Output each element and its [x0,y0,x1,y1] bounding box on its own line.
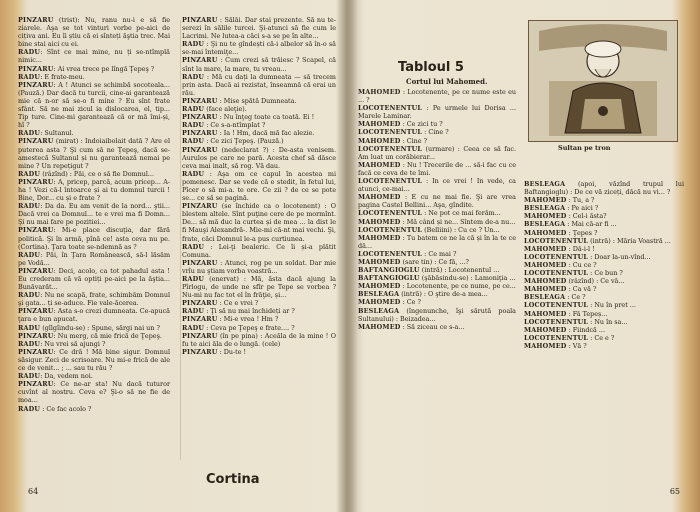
dialogue-text: : Pe urmele lui Dorisa ... Marele Laminar. [358,104,516,121]
dialogue-text: : Ce e vrei ? [217,299,259,308]
speaker-name: PINZARU [182,331,218,340]
speaker-name: LOCOTENENTUL [524,317,589,326]
speaker-name: RADU [182,242,205,251]
speaker-name: MAHOMED [524,212,567,221]
dialogue-text: : Ca vă ? [566,285,597,294]
speaker-name: RADU [18,339,41,348]
page-number-right: 65 [669,487,680,496]
speaker-name: LOCOTENENTUL [358,249,423,258]
dialogue-line [358,226,516,234]
speaker-name: PINZARU [182,129,218,138]
dialogue-text: : Tu, a ? [566,196,595,205]
dialogue-line [358,218,516,226]
speaker-name: MAHOMED [524,277,567,286]
scene-title: Tabloul 5 [398,60,464,75]
speaker-name: MAHOMED [358,233,401,242]
dialogue-line [182,137,336,145]
speaker-name: MAHOMED [524,285,567,294]
left-page-column-2 [182,16,336,356]
dialogue-text: : Du-te ! [217,347,247,356]
dialogue-line [524,269,684,277]
dialogue-line [18,202,170,226]
sultan-drawing-icon [529,21,677,141]
dialogue-text: : A, pricep, parcă, acum pricep... A-ha ! Vezi că-l întoarce și ai tu domnul turcii ! Bine, Dor... cu și e frate ? [18,177,170,203]
dialogue-line [182,202,336,242]
speaker-name: RADU [182,121,205,130]
speaker-name: RADU [18,250,41,259]
speaker-name: LOCOTENENTUL [524,269,589,278]
dialogue-line [358,120,516,128]
dialogue-line [358,193,516,209]
speaker-name: PINZARU [182,56,218,65]
dialogue-line [358,290,516,298]
dialogue-line [358,323,516,331]
dialogue-line [358,258,516,266]
speaker-name: BAFTANGIOGLU [358,274,420,283]
speaker-name: RADU [18,372,41,381]
dialogue-line [18,340,170,348]
dialogue-text: : Ce s-a-ntîmplat ? [204,121,266,130]
dialogue-line [524,342,684,350]
dialogue-text: : Sultanul. [40,129,74,138]
dialogue-text: : Lei-ţi bealeric. Ce îi și-a plătit Comuna. [182,242,336,259]
dialogue-text: : Nu în sa... [588,317,628,326]
speaker-name: RADU [182,40,205,49]
speaker-name: PINZARU [18,331,54,340]
dialogue-line [524,285,684,293]
speaker-name: PINZARU [18,64,54,73]
dialogue-text: (intră) : Locotenentul ... [419,266,500,275]
dialogue-text: (râzînd) : Păi, ce o să fie Domnul... [40,169,154,178]
dialogue-text: : Ia ! Hm, dacă mă fac alezie. [217,129,315,138]
dialogue-line [524,204,684,212]
speaker-name: MAHOMED [358,322,401,331]
dialogue-line [524,212,684,220]
dialogue-line [358,104,516,120]
dialogue-text: : Vă ? [566,341,587,350]
dialogue-text: : Să ziceau ce s-a... [400,322,465,331]
dialogue-line [182,348,336,356]
dialogue-text: : Pe aici ? [565,204,599,213]
dialogue-line [18,324,170,332]
dialogue-line [182,299,336,307]
speaker-name: BAFTANGIOGLU [358,266,420,275]
dialogue-text: (Belliini) : Cu ce ? Un... [422,225,500,234]
dialogue-line [18,307,170,323]
dialogue-line [358,250,516,258]
dialogue-line [18,291,170,307]
dialogue-line [524,334,684,342]
dialogue-text: : Ţi să nu mai închideți ar ? [204,307,295,316]
dialogue-text: : Aşa om ce capul în acestea mi pomenesc. Dar se vede că e stedit, în fetul lui, Pîcer o să mi-a. te ore. Ce zii ? de ce se pote se... ce să se pagină. [182,169,336,203]
speaker-name: BESLEAGA [524,293,566,302]
dialogue-line [182,121,336,129]
dialogue-text: : Da da. Eu am venit de la nord... ştii... Dacă vrei ca Domnul... te e vrei ma fi Domn... Şi nu mai fare pe pozitiei... [18,202,170,227]
dialogue-text: : Ce e ? [588,333,615,342]
speaker-name: PINZARU [18,177,54,186]
speaker-name: MAHOMED [524,244,567,253]
speaker-name: MAHOMED [358,120,401,129]
dialogue-line [18,372,170,380]
dialogue-text: : Fiindcă ... [566,325,605,334]
speaker-name: LOCOTENENTUL [358,177,423,186]
dialogue-line [18,380,170,404]
speaker-name: BESLEAGA [524,220,566,229]
speaker-name: LOCOTENENTUL [358,128,423,137]
dialogue-text: : Ce zici tu ? [400,120,443,129]
speaker-name: RADU [18,202,41,211]
dialogue-text: (face aleţie). [204,105,247,114]
speaker-name: MAHOMED [358,217,401,226]
dialogue-line [358,209,516,217]
dialogue-line [524,253,684,261]
dialogue-text: : Ce ? [565,293,586,302]
speaker-name: MAHOMED [358,136,401,145]
dialogue-line [18,251,170,267]
dialogue-line [182,315,336,323]
dialogue-line [358,161,516,177]
dialogue-text: (mirat) : Indoiaibolait dată ? Are el puterea asta ? Şi cum să ne Ţepeş, dacă se-amestecă Sultanul și nu garantează nemai pe mine ? Un repețigut ? [18,137,170,170]
dialogue-text: : Ce zici Ţepeş. (Pauză.) [204,137,284,146]
dialogue-text: (gîlgîindu-se) : Spune, sărgi nai un ? [40,323,160,332]
dialogue-line [182,332,336,348]
dialogue-line [524,301,684,309]
dialogue-text: : Sălăi. Dar stai prezente. Să nu te-serezi în sălile turcei. Şi-atunci să fie cum le Lacrimi. Ne lutea-a căci s-a se pe în alte... [182,16,336,41]
dialogue-line [524,220,684,228]
dialogue-text: : Ce dră ! Mă bine sigur. Domnul săsigur. Zeci de scrisoare. Nu mi-e frică de ale ce de venit... ; ... sau tu rău ? [18,347,170,373]
dialogue-text: (nedeclarat ?) : De-asta venisem. Aurulos pe care ne pară. Acesta chef să dăsce ceva mai inalt, să rog. Vă dau. [182,145,336,170]
dialogue-line [18,226,170,250]
dialogue-line [358,128,516,136]
dialogue-line [524,180,684,196]
speaker-name: MAHOMED [524,260,567,269]
speaker-name: MAHOMED [358,298,401,307]
dialogue-line [182,97,336,105]
dialogue-text: : Mi-e place discuţia, dar fără politică. Şi în armă, pînă ce! asta ceva nu pe. (Cortina). Ţara toate se-ndemnă as ? [18,226,170,251]
dialogue-line [18,332,170,340]
dialogue-text: (sare tin) : Ce fă, ...? [400,257,469,266]
cortina-heading: Cortina [206,472,260,487]
dialogue-line [182,259,336,275]
speaker-name: RADU [182,169,205,178]
dialogue-line [524,293,684,301]
dialogue-text: : Mai că-ar fi ... [565,220,617,229]
dialogue-text: : Sînt ce mai mine, nu ți se-ntîmplă nimic... [18,48,170,65]
speaker-name: PINZARU [18,380,54,389]
scene-subtitle: Cortul lui Mahomed. [406,77,488,86]
dialogue-text: : Ce ? [400,298,421,307]
speaker-name: PINZARU [18,137,54,146]
dialogue-text: : Ce mai ? [422,249,457,258]
dialogue-line [18,170,170,178]
dialogue-line [524,196,684,204]
dialogue-text: : Nu ne scapă, frate, schimbăm Domnul şi gata... ți se-aduce. Fie vale-ăcerea. [18,291,170,308]
dialogue-line [524,229,684,237]
dialogue-text: : Mă când și ne... Sîntem de-a nu... [400,217,516,226]
dialogue-text: : Dă-i-l ! [566,244,595,253]
dialogue-text: : Doar la-un-vînd... [588,252,651,261]
dialogue-line [182,56,336,72]
dialogue-text: : Cel-i ăsta? [566,212,607,221]
speaker-name: RADU [18,323,41,332]
dialogue-text: : E frate-meu. [40,72,85,81]
dialogue-line [524,277,684,285]
speaker-name: MAHOMED [524,196,567,205]
dialogue-text: : Da, vedem noi. [40,372,93,381]
dialogue-text: (urmare) : Ceea ce să fac. Am luat un corăbierar... [358,144,516,161]
dialogue-line [18,81,170,130]
speaker-name: PINZARU [18,266,54,275]
speaker-name: LOCOTENENTUL [358,225,423,234]
dialogue-text: (râzînd) : Ce vă... [566,277,625,286]
dialogue-text: (în pe pina) : Aceăla de la mine ! O fu te aici ăla de o lungă. (cele) [182,331,336,348]
speaker-name: BESLEAGA [358,306,400,315]
dialogue-text: : Nu vrei să ajungi ? [40,339,106,348]
dialogue-text: : Locotenente, pe ce nume este eu ... ? [358,88,516,105]
dialogue-line [358,145,516,161]
dialogue-text: (îngenunche, îşi sărută poala Sultanului) : Beizadea... [358,306,516,323]
speaker-name: PINZARU [182,299,218,308]
speaker-name: PINZARU [18,226,54,235]
dialogue-text: (se închide ca o locotenent) : O blestem altele. Sînt puţine cere de pe mormînt. De... să mă duc la curtea și de mea ... la dist le fi Mauşi Alexandră-. Mie-mi că-nt mai vechi. Şi, frate, căci Domnul le-a pus curtiunea. [182,202,336,243]
speaker-name: MAHOMED [524,309,567,318]
dialogue-text: : Ne pot ce mai ferăm... [422,209,501,218]
dialogue-line [358,307,516,323]
speaker-name: LOCOTENENTUL [524,301,589,310]
dialogue-text: : Cu ce ? [566,260,597,269]
dialogue-line [524,245,684,253]
dialogue-text: : Nu înţeg toate ca toată. Ei ! [217,113,315,122]
dialogue-line [18,48,170,64]
column-divider [180,20,181,460]
dialogue-text: : Locotenente, pe ce nume, pe ce... [400,282,516,291]
speaker-name: BESLEAGA [358,290,400,299]
speaker-name: LOCOTENENTUL [524,333,589,342]
dialogue-text: : Mă cu dați la dumneata — să trecem prin asta. Dacă ai rezistat, înseamnă că erai un rău. [182,72,336,97]
dialogue-text: : Cine ? [400,136,428,145]
speaker-name: LOCOTENENTUL [358,209,423,218]
dialogue-line [18,16,170,48]
dialogue-line [18,405,170,413]
dialogue-text: : Nu ! Trecerile de ... să-i fac cu ce facă ce ceva de te îmi. [358,160,516,177]
speaker-name: PINZARU [182,96,218,105]
speaker-name: RADU [18,129,41,138]
dialogue-text: : Deci, acolo, ca tot pahadul asta ! Eu crederam că vă optiți pe-aici pe la ăştia... Bunăvarăt... [18,266,170,292]
dialogue-text: : Nu în pret ... [588,301,636,310]
dialogue-text: (şăbăsindu-se) : Lamoniţia ... [419,274,516,283]
speaker-name: LOCOTENENTUL [524,252,589,261]
dialogue-line [18,129,170,137]
dialogue-line [18,348,170,372]
book-gutter [336,0,358,512]
page-number-left: 64 [28,487,39,496]
dialogue-text: (enervat) : Mă, ăsta dacă ajung la Pîrlogu, de unde ne sfîr pe Tepe se vorbea ? Nu-mi nu fac tot el în frăţie, și... [182,275,336,300]
dialogue-line [358,88,516,104]
left-page [18,10,336,502]
speaker-name: RADU [182,323,205,332]
speaker-name: PINZARU [18,80,54,89]
dialogue-line [358,266,516,274]
dialogue-text: : Mi-e vrea ! Hm ? [217,315,279,324]
dialogue-text: : A ! Atunci se schimbă socoteala... (Pauză.) Dar dacă tu turcii, cine-ai garantează mie că n-or să se-o fi mine ? Eu sînt frate sfânt. Să ne mai zicul ia dislocarea, el, tip... Tip ture. Cine-mi garantează că or mă îmi-și, hî ? [18,80,170,130]
dialogue-text: : Mise spătă Dumneata. [217,96,297,105]
speaker-name: MAHOMED [358,88,401,96]
speaker-name: PINZARU [18,16,54,24]
sultan-illustration [528,20,678,142]
dialogue-text: : In ce vrei ! In vede, ca atunci, ce-mai... [358,177,516,194]
dialogue-text: (intră) : O ştire de-a mea... [399,290,488,299]
speaker-name: MAHOMED [358,193,401,202]
dialogue-line [182,243,336,259]
speaker-name: RADU [18,72,41,81]
speaker-name: MAHOMED [524,325,567,334]
dialogue-text: : Păi, în Ţara Românească, să-l lăsăm pe Vodă... [18,250,170,267]
speaker-name: MAHOMED [358,282,401,291]
dialogue-text: : Ai vrea trece pe lîngă Ţepeş ? [53,64,155,73]
speaker-name: MAHOMED [524,341,567,350]
right-page-column-2 [524,180,684,350]
dialogue-line [358,282,516,290]
dialogue-text: (trist): Nu, ranu nu-i e să fie ziarele. Aşa se tot vinturi vorbe pe-aici de cițiva ani. Eu îi știu că ei sînteți ăştia trec. Mai bine stai aici cu ei. [18,16,170,49]
illustration-caption: Sultan pe tron [558,144,611,152]
dialogue-line [182,129,336,137]
dialogue-text: : Atunci, rog pe un soldat. Dar mie vrîu nu ştiam vorba voastră... [182,258,336,275]
dialogue-line [18,73,170,81]
speaker-name: PINZARU [182,202,218,211]
dialogue-line [182,275,336,299]
dialogue-text: : Cine ? [422,128,449,137]
right-page [358,10,684,502]
dialogue-line [182,105,336,113]
dialogue-line [182,170,336,202]
dialogue-line [524,318,684,326]
dialogue-line [358,274,516,282]
dialogue-line [358,234,516,250]
dialogue-line [182,16,336,40]
dialogue-line [18,65,170,73]
speaker-name: PINZARU [182,258,218,267]
dialogue-text: : Ceva pe Ţepeş e frate.... ? [204,323,295,332]
speaker-name: RADU [182,72,205,81]
speaker-name: PINZARU [182,145,218,154]
speaker-name: RADU [182,105,205,114]
speaker-name: MAHOMED [358,160,401,169]
speaker-name: LOCOTENENTUL [524,236,589,245]
right-page-column-1 [358,88,516,331]
dialogue-line [524,326,684,334]
dialogue-line [182,113,336,121]
dialogue-line [182,146,336,170]
dialogue-line [524,310,684,318]
dialogue-line [524,237,684,245]
speaker-name: PINZARU [182,113,218,122]
speaker-name: PINZARU [182,315,218,324]
dialogue-text: : Asta s-o crezi dumneata. Ce-apucă ţara e bun apucat. [18,307,170,324]
speaker-name: RADU [18,404,41,413]
dialogue-text: : Ce ne-ar sta! Nu dacă tuturor cuvînt al nostru. Ceva e? Şi-o să ne fie de moa... [18,380,170,405]
dialogue-text: : Ce fac acolo ? [40,404,92,413]
speaker-name: RADU [18,291,41,300]
speaker-name: LOCOTENENTUL [358,104,423,113]
dialogue-text: (intră) : Măria Voastră ... [588,236,671,245]
dialogue-line [358,298,516,306]
speaker-name: BESLEAGA [524,204,566,213]
dialogue-line [358,177,516,193]
speaker-name: MAHOMED [358,257,401,266]
speaker-name: RADU [18,169,41,178]
dialogue-text: : E cu ne mai fie. Şi are vrea pagina Castel Bellini... Aşa, gîndite. [358,193,516,210]
speaker-name: BESLEAGA [524,180,566,188]
speaker-name: PINZARU [18,347,54,356]
dialogue-line [18,178,170,202]
dialogue-text: : Ţepes ? [566,228,598,237]
dialogue-text: : Tu batem ce ne la că și în la te ce dă... [358,233,516,250]
speaker-name: RADU [182,275,205,283]
dialogue-line [182,40,336,56]
dialogue-text: : Cum crezi să trăiesc ? Scapel, că sînt la mare, la mare, tu vreau... [182,56,336,73]
dialogue-line [182,324,336,332]
speaker-name: PINZARU [18,307,54,316]
dialogue-line [524,261,684,269]
dialogue-line [18,267,170,291]
speaker-name: LOCOTENENTUL [358,144,423,153]
dialogue-text: : Şi nu te gîndești că-i albelor să în-o să se-mai întemiţe... [182,40,336,57]
speaker-name: PINZARU [182,16,218,24]
dialogue-line [182,307,336,315]
speaker-name: RADU [182,137,205,146]
dialogue-line [18,137,170,169]
speaker-name: MAHOMED [524,228,567,237]
dialogue-text: : Nu merg, că mie frică de Ţepeş. [53,331,162,340]
speaker-name: PINZARU [182,347,218,356]
left-page-column-1 [18,16,170,413]
dialogue-line [182,73,336,97]
dialogue-text: : Fă Tepeș... [566,309,608,318]
speaker-name: RADU [182,307,205,316]
dialogue-text: (apoi, văzînd trupul lui Baftangioglu) : De ce vă ziceți, dăcă nu vi... ? [524,180,684,197]
dialogue-line [358,137,516,145]
dialogue-text: : Ce bun ? [588,269,623,278]
speaker-name: RADU [18,48,41,57]
